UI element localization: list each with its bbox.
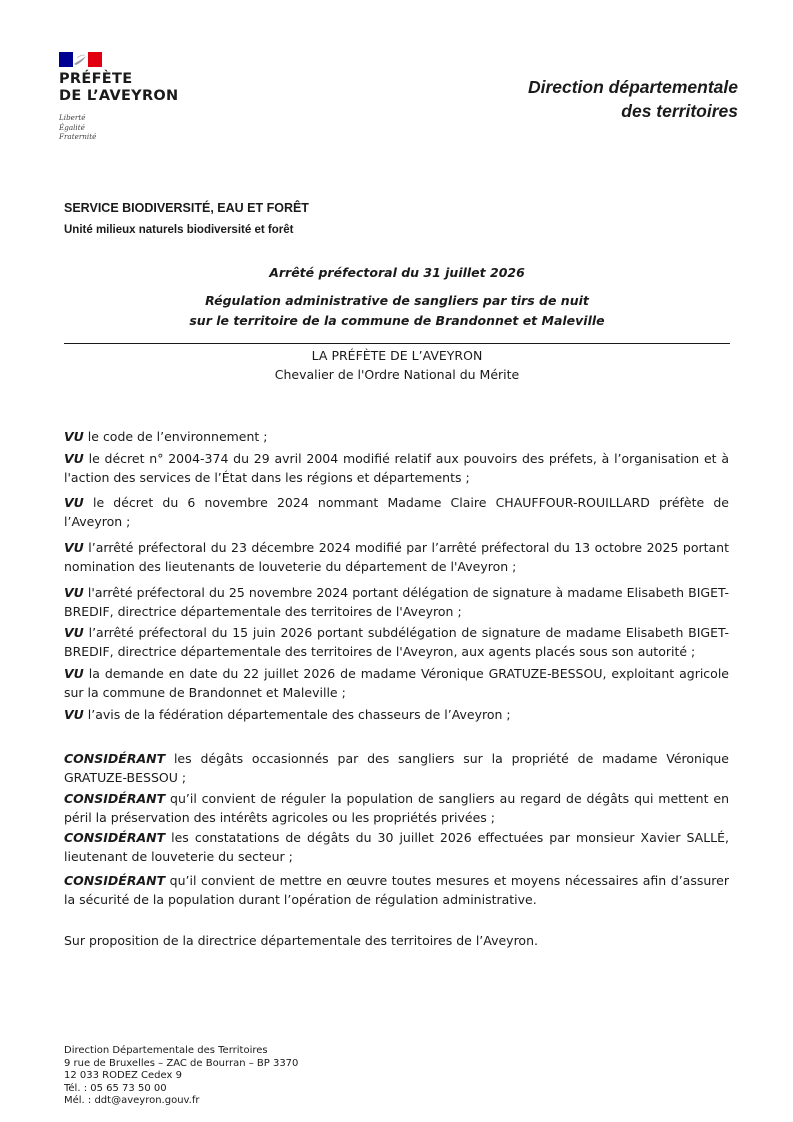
direction-heading bbox=[528, 75, 738, 123]
footer-line4: Tél. : 05 65 73 50 00 bbox=[64, 1082, 167, 1094]
vu-paragraph: VU la demande en date du 22 juillet 2026 de madame Véronique GRATUZE-BESSOU, exploitant agricole sur la commune de Brandonnet et Maleville ; bbox=[64, 666, 729, 700]
direction-line1: Direction départementale bbox=[527, 77, 738, 97]
vu-paragraph: VU le décret du 6 novembre 2024 nommant Madame Claire CHAUFFOUR-ROUILLARD préfète de l’Aveyron ; bbox=[64, 495, 729, 529]
marianne-flag-logo bbox=[59, 52, 102, 67]
considerant-paragraph: CONSIDÉRANT les constatations de dégâts du 30 juillet 2026 effectuées par monsieur Xavier SALLÉ, lieutenant de louveterie du secteur ; bbox=[64, 830, 729, 864]
vu-paragraph: VU l’arrêté préfectoral du 23 décembre 2024 modifié par l’arrêté préfectoral du 13 octobre 2025 portant nomination des lieutenants de louveterie du département de l'Aveyron ; bbox=[64, 540, 729, 574]
unit-name: Unité milieux naturels biodiversité et forêt bbox=[64, 224, 294, 236]
vu-paragraph: VU le code de l’environnement ; bbox=[64, 429, 268, 444]
vu-paragraph: VU l’avis de la fédération départementale des chasseurs de l’Aveyron ; bbox=[64, 707, 511, 722]
horizontal-divider bbox=[64, 343, 730, 344]
proposition-paragraph: Sur proposition de la directrice départementale des territoires de l’Aveyron. bbox=[64, 933, 538, 948]
arrete-subtitle bbox=[64, 291, 730, 331]
service-name: SERVICE BIODIVERSITÉ, EAU ET FORÊT bbox=[64, 201, 309, 215]
considerant-paragraph: CONSIDÉRANT qu’il convient de mettre en œuvre toutes mesures et moyens nécessaires afin d’assurer la sécurité de la population durant l’opération de régulation administrative. bbox=[64, 873, 729, 907]
footer-line1: Direction Départementale des Territoires bbox=[64, 1045, 268, 1056]
direction-line2: des territoires bbox=[621, 101, 738, 121]
vu-paragraph: VU l'arrêté préfectoral du 25 novembre 2024 portant délégation de signature à madame Elisabeth BIGET-BREDIF, directrice départementale des territoires de l'Aveyron ; bbox=[64, 585, 729, 619]
prefete-distinction: Chevalier de l'Ordre National du Mérite bbox=[274, 367, 520, 382]
prefecture-line2: DE L’AVEYRON bbox=[59, 87, 179, 104]
prefete-block bbox=[64, 346, 730, 384]
footer-line2: 9 rue de Bruxelles – ZAC de Bourran – BP 3370 bbox=[64, 1057, 299, 1069]
considerant-paragraph: CONSIDÉRANT les dégâts occasionnés par des sangliers sur la propriété de madame Véronique GRATUZE-BESSOU ; bbox=[64, 751, 729, 785]
footer-email: Mél. : ddt@aveyron.gouv.fr bbox=[64, 1095, 200, 1106]
republic-motto bbox=[59, 113, 96, 142]
arrete-subtitle-line2: sur le territoire de la commune de Brandonnet et Maleville bbox=[189, 313, 605, 328]
prefete-title: LA PRÉFÈTE DE L’AVEYRON bbox=[311, 348, 483, 363]
arrete-subtitle-line1: Régulation administrative de sangliers par tirs de nuit bbox=[205, 293, 589, 308]
motto-liberte: Liberté bbox=[59, 113, 86, 122]
motto-egalite: Égalité bbox=[59, 122, 85, 132]
footer-line3: 12 033 RODEZ Cedex 9 bbox=[64, 1070, 182, 1081]
footer-address bbox=[64, 1045, 298, 1108]
prefecture-name bbox=[59, 71, 179, 104]
considerant-paragraph: CONSIDÉRANT qu’il convient de réguler la population de sangliers au regard de dégâts qui mettent en péril la préservation des intérêts agricoles ou les propriétés privées ; bbox=[64, 791, 729, 825]
vu-paragraph: VU l’arrêté préfectoral du 15 juin 2026 portant subdélégation de signature de madame Elisabeth BIGET-BREDIF, directrice départementale des territoires de l'Aveyron, aux agents placés sous son autorité ; bbox=[64, 625, 729, 659]
arrete-title: Arrêté préfectoral du 31 juillet 2026 bbox=[269, 265, 525, 280]
motto-fraternite: Fraternité bbox=[59, 132, 97, 141]
vu-paragraph: VU le décret n° 2004-374 du 29 avril 2004 modifié relatif aux pouvoirs des préfets, à l’organisation et à l'action des services de l’État dans les régions et départements ; bbox=[64, 451, 729, 485]
prefecture-line1: PRÉFÈTE bbox=[59, 71, 133, 87]
